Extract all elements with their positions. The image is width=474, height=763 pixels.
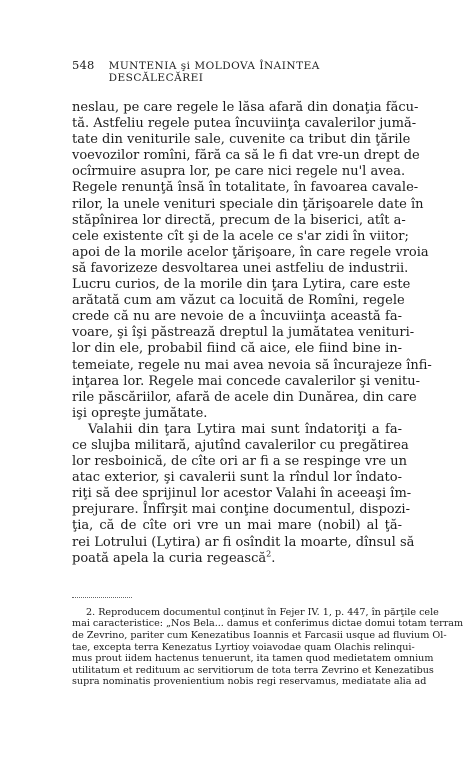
paragraph-2 xyxy=(72,421,415,567)
footnote-separator xyxy=(72,597,132,598)
text-line: neslau, pe care regele le lăsa afară din donaţia făcu- xyxy=(72,100,419,115)
text-line: stăpînirea lor directă, precum de la biserici, atît a- xyxy=(72,212,406,228)
text-line: işi opreşte jumătate. xyxy=(72,405,208,421)
text-line: rilor, la unele venituri speciale din ţărişoarele date în xyxy=(72,196,424,212)
footnote xyxy=(72,606,464,688)
text-line: ţia, că de cîte ori vre un mai mare (nobil) al ţă- xyxy=(72,518,402,534)
footnote-line: 2. Reproducem documentul conţinut în Fejer IV. 1, p. 447, în părţile cele xyxy=(86,606,439,618)
text-line: voare, şi îşi păstrează dreptul la jumătatea venituri- xyxy=(72,325,415,341)
text-line: inţarea lor. Regele mai concede cavalerilor şi venitu- xyxy=(72,373,420,389)
text-line: voevozilor romîni, fără ca să le fi dat vre-un drept de xyxy=(72,148,420,164)
text-line: tă. Astfeliu regele putea încuviinţa cavalerilor jumă- xyxy=(72,116,417,132)
paragraph-1 xyxy=(72,100,432,422)
text-line: crede că nu are nevoie de a încuviinţa această fa- xyxy=(72,309,402,325)
text-line: Regele renunţă însă în totalitate, în favoarea cavale- xyxy=(72,180,419,196)
text-line: apoi de la morile acelor ţărişoare, în care regele vroia xyxy=(72,244,429,260)
footnote-line: supra nominatis provenientium nobis regi reservamus, mediatate alia ad xyxy=(72,676,427,688)
text-line: rile păscăriilor, afară de acele din Dunărea, din care xyxy=(72,389,417,405)
page-number: 548 xyxy=(72,58,95,72)
text-line: Valahii din ţara Lytira mai sunt îndatoriţi a fa- xyxy=(88,421,402,437)
text-line: să favorizeze desvoltarea unei astfeliu de industrii. xyxy=(72,260,409,276)
footnote-line: utilitatum et redituum ac servitiorum de tota terra Zevrino et Kenezatibus xyxy=(72,664,434,676)
text-line: temeiate, regele nu mai avea nevoia să încurajeze înfi- xyxy=(72,357,432,373)
text-line: lor din ele, probabil fiind că aice, ele fiind bine in- xyxy=(72,341,402,357)
footnote-line: mai caracteristice: „Nos Bela... damus et conferimus dictae domui totam terram xyxy=(72,618,464,630)
body-text xyxy=(72,100,432,567)
footnote-line: tae, excepta terra Kenezatus Lyrtioy voiavodae quam Olachis relinqui- xyxy=(72,641,415,653)
text-line: atac exterior, şi cavalerii sunt la rîndul lor îndato- xyxy=(72,470,402,486)
page-header xyxy=(72,58,402,84)
text-line: ce slujba militară, ajutînd cavalerilor cu pregătirea xyxy=(72,437,409,453)
text-line: arătată cum am văzut ca locuită de Romîni, regele xyxy=(72,293,405,309)
text-line: rei Lotrului (Lytira) ar fi osîndit la moarte, dînsul să xyxy=(72,534,415,550)
text-line: riţi să dee sprijinul lor acestor Valahi în aceeaşi îm- xyxy=(72,486,412,502)
book-page xyxy=(72,58,464,688)
text-line-content: poată apela la curia regească xyxy=(72,550,267,566)
text-line: Lucru curios, de la morile din ţara Lytira, care este xyxy=(72,277,411,293)
text-line: lor resboinică, de cîte ori ar fi a se respinge vre un xyxy=(72,454,407,470)
running-head: MUNTENIA şi MOLDOVA ÎNAINTEA DESCĂLECĂREI xyxy=(108,60,320,84)
text-line: poată apela la curia regească$^2$. xyxy=(72,549,276,566)
footnote-mark: 2 xyxy=(266,549,272,559)
text-line: prejurare. Înfîrşit mai conţine documentul, dispozi- xyxy=(72,502,410,518)
text-line: tate din veniturile sale, cuvenite ca tribut din ţările xyxy=(72,132,411,148)
text-line: cele existente cît şi de la acele ce s'ar zidi în viitor; xyxy=(72,228,409,244)
footnote-line: mus prout iidem hactenus tenuerunt, ita tamen quod medietatem omnium xyxy=(72,653,434,665)
footnote-line: de Zevrino, pariter cum Kenezatibus Ioannis et Farcasii usque ad fluvium Ol- xyxy=(72,629,447,641)
text-line: ocîrmuire asupra lor, pe care nici regele nu'l avea. xyxy=(72,164,406,180)
